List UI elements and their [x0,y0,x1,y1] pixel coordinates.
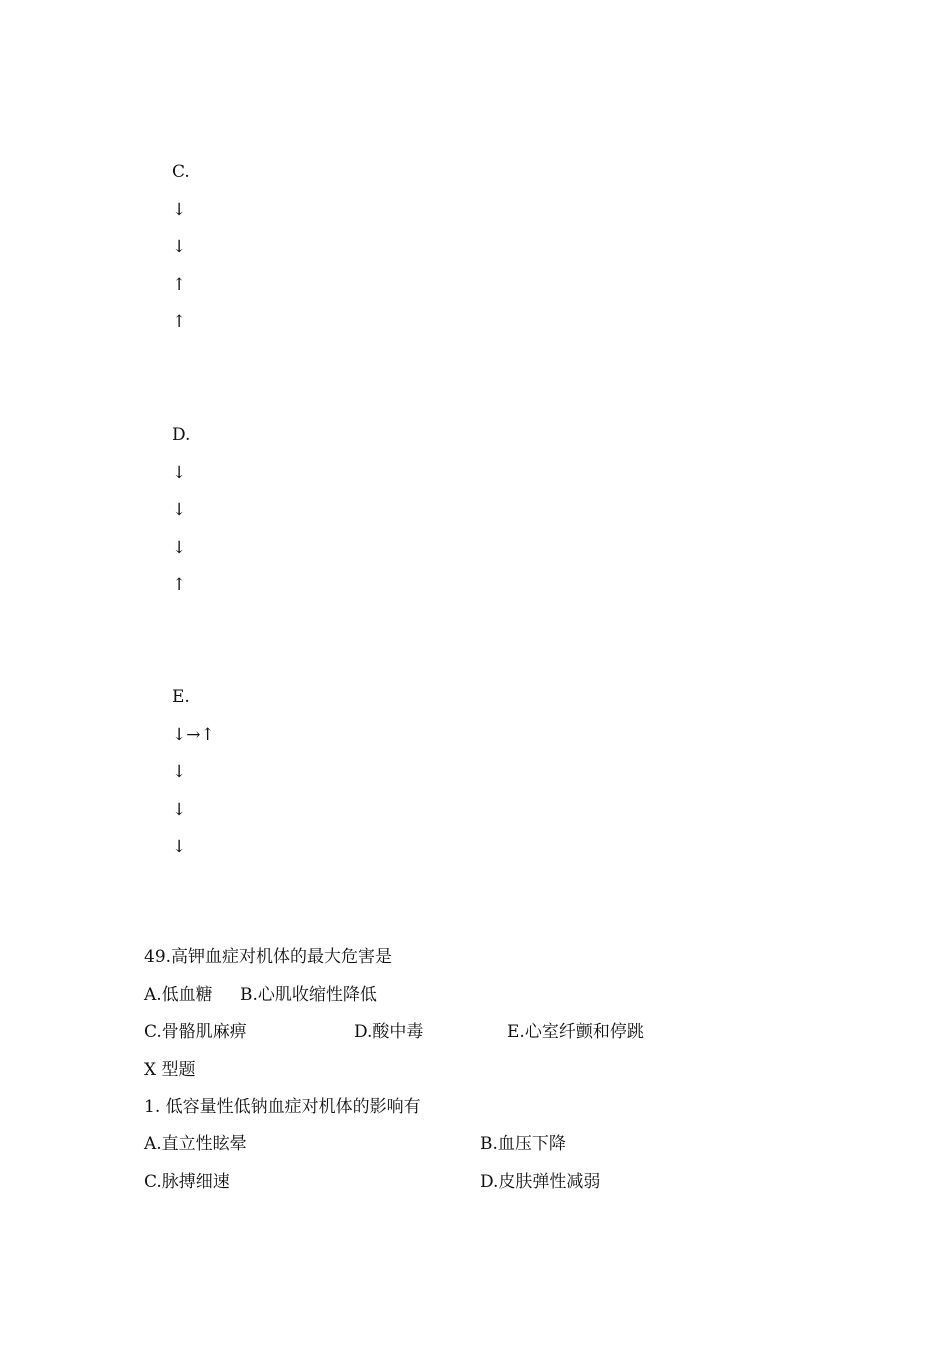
option-d: D.酸中毒 [354,1022,424,1042]
arrow-line: ↑ [172,312,187,332]
option-b: B.心肌收缩性降低 [240,985,377,1005]
option-label: E. [172,687,190,707]
arrow-line: ↓ [172,462,187,483]
arrow-line: ↓ [172,199,187,220]
section-x-title: X 型题 [144,1060,196,1080]
arrow-line: ↑ [172,575,187,595]
option-block-d [172,417,372,605]
option-b: B.血压下降 [480,1134,566,1154]
question-1-title: 1. 低容量性低钠血症对机体的影响有 [144,1097,421,1117]
arrow-line: ↓ [172,762,187,782]
arrow-line: ↓→↑ [172,724,215,745]
question-1-row2 [144,1163,704,1201]
arrow-line: ↓ [172,500,187,520]
option-c: C.脉搏细速 [144,1172,230,1192]
option-label: C. [172,162,190,182]
question-1-row1 [144,1125,704,1163]
option-block-c [172,154,372,342]
question-49-title: 49.高钾血症对机体的最大危害是 [144,947,393,967]
question-49-row2 [144,1013,704,1051]
arrow-line: ↓ [172,537,187,558]
option-a: A.低血糖 [144,985,213,1005]
arrow-line: ↓ [172,799,187,820]
arrow-line: ↓ [172,237,187,257]
option-block-e [172,679,372,867]
option-a: A.直立性眩晕 [144,1134,247,1154]
option-e: E.心室纤颤和停跳 [507,1022,644,1042]
arrow-line: ↓ [172,837,187,857]
option-label: D. [172,425,191,445]
question-49-row1 [144,976,644,1014]
arrow-line: ↑ [172,274,187,295]
option-d: D.皮肤弹性减弱 [480,1172,601,1192]
option-c: C.骨骼肌麻痹 [144,1022,247,1042]
